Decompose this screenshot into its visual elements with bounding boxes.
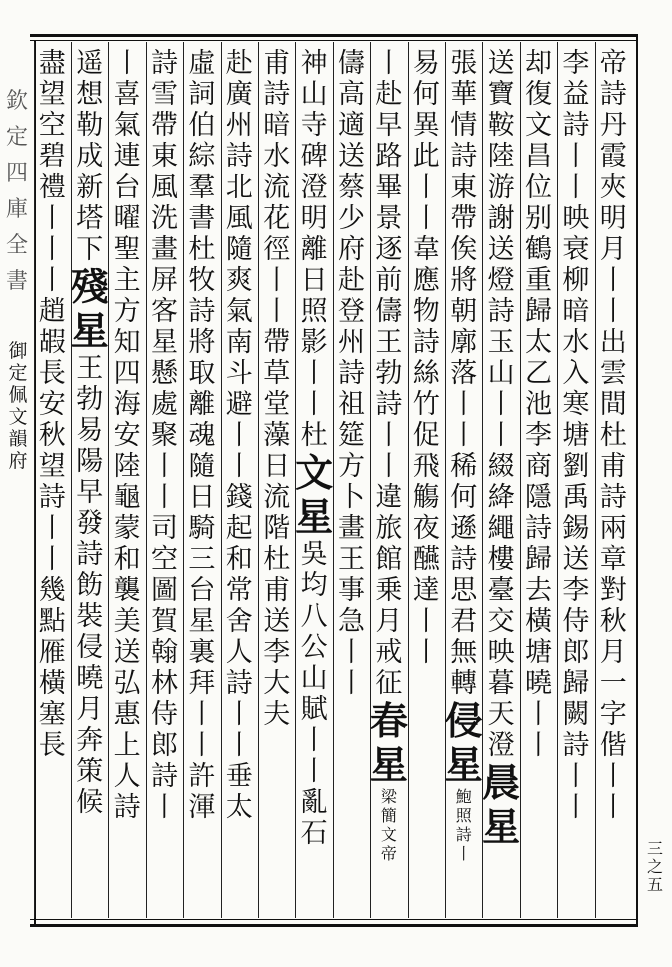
column-tail: 藻 日 流 階 杜 甫 送 李 大 夫 bbox=[263, 420, 291, 730]
text-column bbox=[221, 48, 258, 914]
column-body: 却 復 文 昌 位 别 鶴 重 歸 太 乙 池 李 商 隱 詩 歸 去 橫 塘 曉 丨 丨 bbox=[524, 48, 552, 761]
column-body: 送 寶 鞍 陸 游 謝 送 燈 詩 玉 山 丨 丨 綴 絳 繩 樓 臺 交 映 暮 天 澄 bbox=[487, 48, 515, 761]
entry-heading: 侵 星 bbox=[444, 698, 483, 787]
column-body: 虛 詞 伯 綜 羣 書 杜 牧 詩 將 取 離 魂 隨 日 騎 三 台 星 裏 拜 丨 丨 許 渾 bbox=[188, 48, 216, 823]
text-column bbox=[370, 48, 407, 914]
text-column bbox=[482, 48, 519, 914]
text-column bbox=[146, 48, 183, 914]
frame-border-right bbox=[636, 34, 638, 927]
column-body: 李 益 詩 丨 丨 映 衰 柳 暗 水 入 寒 塘 劉 禹 錫 送 李 侍 郎 歸 闕 詩 丨 丨 bbox=[562, 48, 590, 823]
column-body: 易 何 異 此 丨 丨 韋 應 物 詩 絲 竹 促 飛 觴 夜 醼 達 丨 丨 bbox=[412, 48, 440, 668]
column-tail: 王 勃 易 陽 早 發 詩 飭 裝 侵 曉 月 奔 策 候 bbox=[76, 353, 104, 818]
text-column bbox=[295, 48, 332, 914]
text-column bbox=[595, 48, 632, 914]
column-body: 帝 詩 丹 霞 夾 明 月 丨 丨 出 雲 間 杜 甫 詩 兩 章 對 秋 月 一 字 偕 丨 丨 bbox=[599, 48, 627, 823]
text-column bbox=[557, 48, 594, 914]
text-column bbox=[258, 48, 295, 914]
column-body: 甫 詩 暗 水 流 花 徑 丨 丨 帶 草 堂 bbox=[263, 48, 291, 420]
column-body: 神 山 寺 碑 澄 明 離 日 照 影 丨 丨 杜 bbox=[300, 48, 328, 451]
gutter-title-faint: 欽 定 四 庫 全 書 bbox=[5, 89, 28, 294]
text-column bbox=[520, 48, 557, 914]
column-body: 丨 喜 氣 連 台 曜 聖 主 方 知 四 海 安 陸 龜 蒙 和 襲 美 送 弘 惠 上 人 詩 bbox=[113, 48, 141, 823]
text-column bbox=[34, 48, 71, 914]
column-tail: 吳 均 八 公 山 賦 丨 丨 亂 石 bbox=[300, 539, 328, 849]
frame-border-top-inner bbox=[30, 40, 638, 41]
entry-note: 梁 簡 文 帝 bbox=[380, 787, 397, 863]
frame-border-top bbox=[30, 34, 638, 37]
entry-heading: 文 星 bbox=[295, 450, 334, 539]
page-gutter bbox=[0, 40, 34, 924]
text-column bbox=[108, 48, 145, 914]
column-tail: 丨 趙 嘏 長 安 秋 望 詩 丨 丨 幾 點 雁 橫 塞 長 bbox=[38, 265, 66, 761]
column-body: 遥 想 勒 成 新 塔 下 bbox=[76, 48, 104, 265]
column-body: 詩 雪 帶 東 風 洗 畫 屏 客 星 懸 處 聚 丨 丨 司 空 圖 賀 翰 林 侍 郎 詩 丨 bbox=[150, 48, 178, 823]
text-column bbox=[445, 48, 482, 914]
text-column bbox=[71, 48, 108, 914]
column-body: 盡 望 空 碧 禮 丨 丨 bbox=[38, 48, 66, 265]
text-column bbox=[408, 48, 445, 914]
entry-note: 鮑 照 詩 丨 bbox=[455, 787, 472, 863]
gutter-title: 御 定 佩 文 韻 府 bbox=[8, 340, 28, 472]
text-column bbox=[333, 48, 370, 914]
page-number: 三 之 五 bbox=[646, 839, 663, 894]
column-body: 丨 赴 早 路 畢 景 逐 前 儔 王 勃 詩 丨 丨 違 旅 館 乗 月 戒 征 bbox=[375, 48, 403, 699]
column-body: 張 華 情 詩 東 帶 俟 將 朝 廓 落 丨 丨 稀 何 遜 詩 思 君 無 轉 bbox=[450, 48, 478, 699]
column-body: 儔 高 適 送 蔡 少 府 赴 登 州 詩 祖 筵 方 卜 畫 王 事 急 丨 丨 bbox=[337, 48, 365, 699]
column-body: 赴 廣 州 詩 北 風 隨 爽 氣 南 斗 避 丨 丨 錢 起 和 常 舍 人 詩 丨 丨 垂 太 bbox=[225, 48, 253, 823]
frame-border-bottom bbox=[30, 924, 638, 927]
frame-border-bottom-inner bbox=[30, 919, 638, 920]
entry-heading: 春 星 bbox=[369, 698, 408, 787]
entry-heading: 晨 星 bbox=[482, 760, 521, 849]
entry-heading: 殘 星 bbox=[70, 264, 109, 353]
text-column bbox=[183, 48, 220, 914]
